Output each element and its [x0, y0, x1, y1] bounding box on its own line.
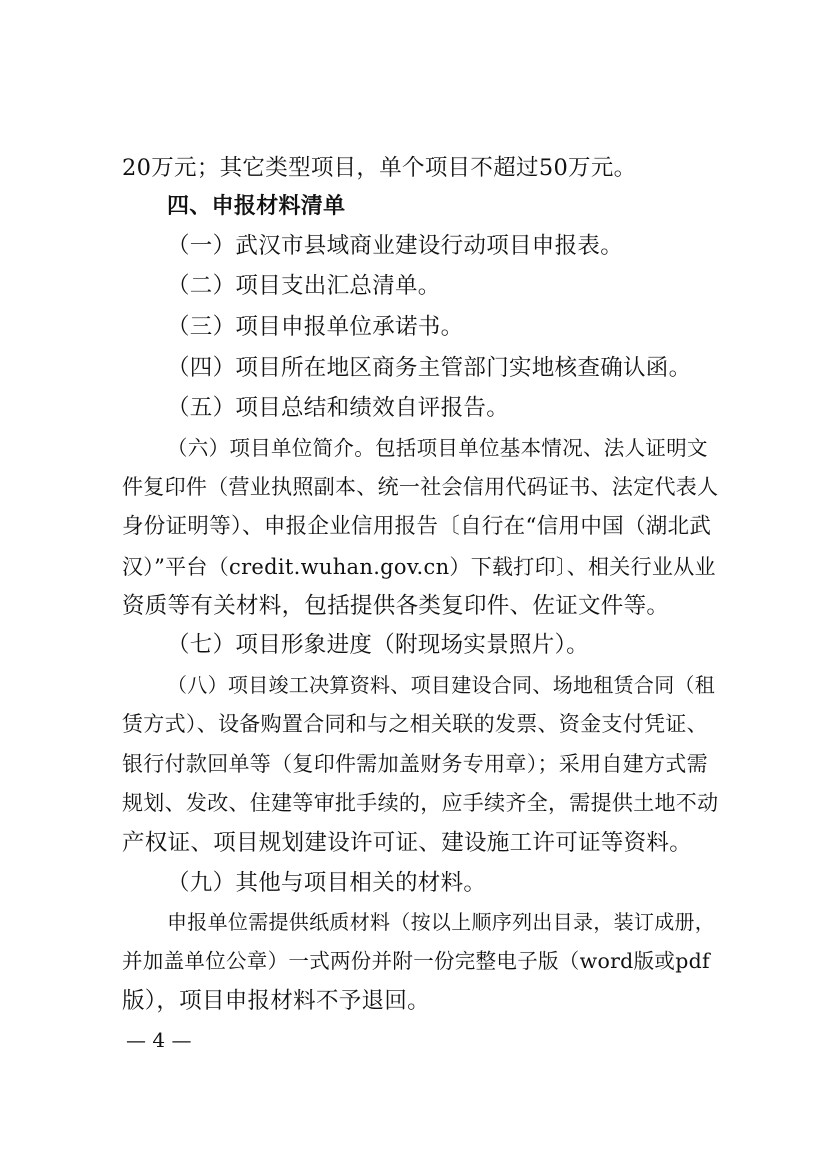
list-item-3: （三）项目申报单位承诺书。	[167, 314, 464, 340]
closing-paragraph-line-2: 并加盖单位公章）一式两份并附一份完整电子版（word版或pdf	[122, 949, 710, 973]
closing-paragraph-line-1: 申报单位需提供纸质材料（按以上顺序列出目录，装订成册，	[167, 910, 716, 934]
list-item-9: （九）其他与项目相关的材料。	[167, 870, 487, 896]
list-item-8-line-3: 银行付款回单等（复印件需加盖财务专用章）；采用自建方式需	[122, 752, 708, 776]
list-item-6-line-5: 资质等有关材料，包括提供各类复印件、佐证文件等。	[122, 593, 670, 619]
list-item-8-line-4: 规划、发改、住建等审批手续的，应手续齐全，需提供土地不动	[122, 791, 719, 815]
list-item-6-line-4: 汉）”平台（credit.wuhan.gov.cn）下载打印〕、相关行业从业	[122, 555, 716, 579]
list-item-6-line-1: （六）项目单位简介。包括项目单位基本情况、法人证明文	[167, 436, 708, 460]
page-number: — 4 —	[126, 1028, 192, 1052]
list-item-8-line-2: 赁方式）、设备购置合同和与之相关联的发票、资金支付凭证、	[122, 712, 708, 736]
list-item-4: （四）项目所在地区商务主管部门实地核查确认函。	[167, 355, 692, 381]
list-item-7: （七）项目形象进度（附现场实景照片）。	[167, 632, 589, 658]
list-item-8-line-5: 产权证、项目规划建设许可证、建设施工许可证等资料。	[122, 830, 693, 856]
list-item-8-line-1: （八）项目竣工决算资料、项目建设合同、场地租赁合同（租	[167, 673, 716, 697]
closing-paragraph-line-3: 版），项目申报材料不予退回。	[122, 988, 430, 1014]
list-item-5: （五）项目总结和绩效自评报告。	[167, 395, 510, 421]
section-heading: 四、申报材料清单	[167, 194, 346, 219]
list-item-6-line-2: 件复印件（营业执照副本、统一社会信用代码证书、法定代表人	[122, 475, 719, 499]
list-item-6-line-3: 身份证明等）、申报企业信用报告〔自行在“信用中国（湖北武	[122, 514, 712, 539]
list-item-1: （一）武汉市县域商业建设行动项目申报表。	[167, 233, 624, 259]
list-item-2: （二）项目支出汇总清单。	[167, 273, 441, 299]
paragraph-line-continuation: 20万元；其它类型项目，单个项目不超过50万元。	[122, 155, 637, 181]
